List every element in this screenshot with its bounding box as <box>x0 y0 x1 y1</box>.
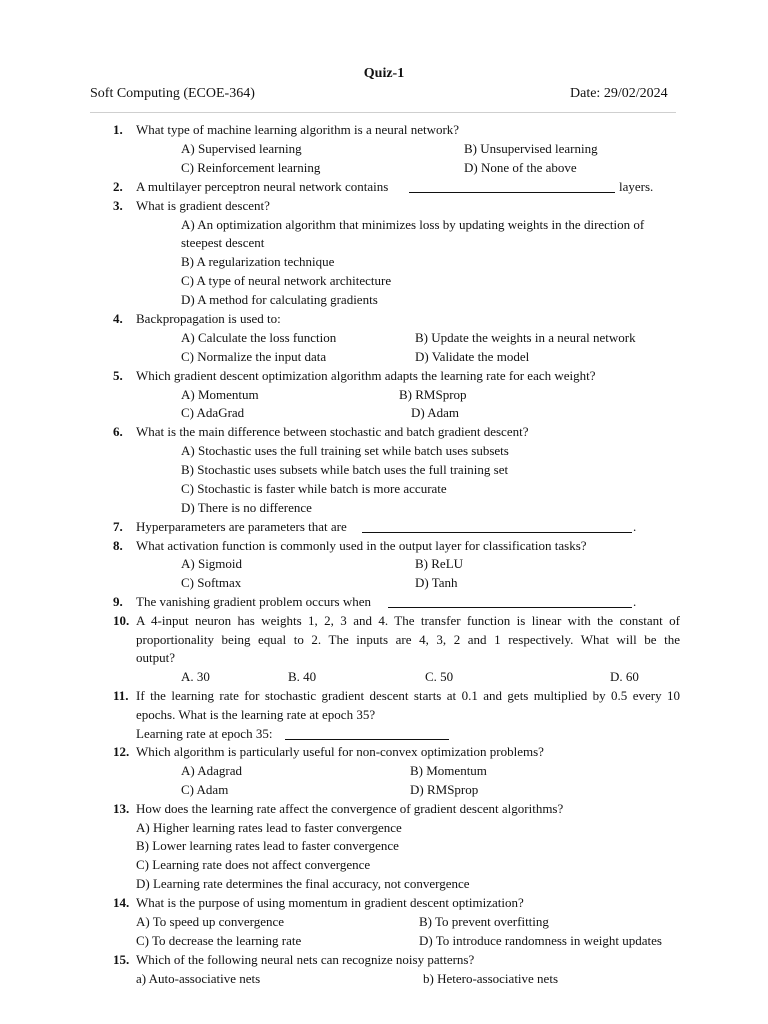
answer-blank[interactable] <box>362 520 632 533</box>
answer-label: Learning rate at epoch 35: <box>136 726 273 741</box>
question-number: 2. <box>113 179 123 194</box>
question-text: The vanishing gradient problem occurs when <box>136 594 372 609</box>
option-c: C) Learning rate does not affect convergence <box>136 857 371 872</box>
option-b: B. 40 <box>288 669 317 684</box>
question-text: epochs. What is the learning rate at epoch 35? <box>136 707 376 722</box>
option-a: A) Calculate the loss function <box>181 330 337 345</box>
option-b: B) Unsupervised learning <box>464 141 598 156</box>
question-number: 11. <box>113 688 129 703</box>
question-text: Which algorithm is particularly useful for non-convex optimization problems? <box>136 744 544 759</box>
question-number: 14. <box>113 895 130 910</box>
option-a: A) Adagrad <box>181 763 243 778</box>
option-b: B) Momentum <box>410 763 487 778</box>
question-text: What is the main difference between stochastic and batch gradient descent? <box>136 424 529 439</box>
question-text: What is the purpose of using momentum in gradient descent optimization? <box>136 895 524 910</box>
question-number: 13. <box>113 801 130 816</box>
option-d: D) Validate the model <box>415 349 530 364</box>
option-c: C) A type of neural network architecture <box>181 273 392 288</box>
question-number: 15. <box>113 952 130 967</box>
option-c: C) Stochastic is faster while batch is more accurate <box>181 481 447 496</box>
question-text: A 4-input neuron has weights 1, 2, 3 and 4. The transfer function is linear with the constant of <box>136 613 680 628</box>
option-a: A) An optimization algorithm that minimizes loss by updating weights in the direction of <box>181 217 645 232</box>
option-d: D) None of the above <box>464 160 577 175</box>
option-d: D) A method for calculating gradients <box>181 292 378 307</box>
option-b: B) To prevent overfitting <box>419 914 549 929</box>
question-number: 7. <box>113 519 123 534</box>
option-d: D. 60 <box>610 669 639 684</box>
question-text: What is gradient descent? <box>136 198 270 213</box>
answer-blank[interactable] <box>285 727 449 740</box>
question-number: 9. <box>113 594 123 609</box>
answer-blank[interactable] <box>388 595 632 608</box>
option-c: C) Normalize the input data <box>181 349 327 364</box>
option-c: C) Adam <box>181 782 229 797</box>
question-number: 8. <box>113 538 123 553</box>
question-text: How does the learning rate affect the convergence of gradient descent algorithms? <box>136 801 564 816</box>
question-text-suffix: layers. <box>619 179 654 194</box>
answer-blank[interactable] <box>409 180 615 193</box>
option-d: D) To introduce randomness in weight updates <box>419 933 662 948</box>
option-c: C) AdaGrad <box>181 405 245 420</box>
question-text: output? <box>136 650 175 665</box>
question-text: proportionality being equal to 2. The inputs are 4, 3, 2 and 1 respectively. What will be the <box>136 632 680 647</box>
option-c: C) Reinforcement learning <box>181 160 321 175</box>
question-text: If the learning rate for stochastic gradient descent starts at 0.1 and gets multiplied by 0.5 every 10 <box>136 688 680 703</box>
question-text: Hyperparameters are parameters that are <box>136 519 347 534</box>
option-b: B) Lower learning rates lead to faster convergence <box>136 838 399 853</box>
header-divider <box>90 112 676 113</box>
question-text-suffix: . <box>633 519 637 534</box>
question-number: 6. <box>113 424 123 439</box>
quiz-date: Date: 29/02/2024 <box>570 86 668 101</box>
option-d: D) Adam <box>411 405 460 420</box>
option-b: B) ReLU <box>415 556 464 571</box>
option-d: D) RMSprop <box>410 782 479 797</box>
option-a: a) Auto-associative nets <box>136 971 261 986</box>
question-number: 12. <box>113 744 130 759</box>
question-text: Which of the following neural nets can recognize noisy patterns? <box>136 952 475 967</box>
option-b: B) A regularization technique <box>181 254 335 269</box>
option-d: D) Tanh <box>415 575 458 590</box>
option-c: C) Softmax <box>181 575 242 590</box>
question-text: Which gradient descent optimization algorithm adapts the learning rate for each weight? <box>136 368 596 383</box>
option-a: A) Stochastic uses the full training set while batch uses subsets <box>181 443 509 458</box>
question-number: 1. <box>113 122 123 137</box>
option-a: A) To speed up convergence <box>136 914 285 929</box>
option-b: b) Hetero-associative nets <box>423 971 559 986</box>
question-text: Backpropagation is used to: <box>136 311 281 326</box>
option-a: A) Higher learning rates lead to faster convergence <box>136 820 402 835</box>
option-b: B) RMSprop <box>399 387 467 402</box>
question-text: A multilayer perceptron neural network contains <box>136 179 389 194</box>
option-a: A) Supervised learning <box>181 141 302 156</box>
option-b: B) Stochastic uses subsets while batch uses the full training set <box>181 462 509 477</box>
question-text: What type of machine learning algorithm is a neural network? <box>136 122 460 137</box>
option-a: A) Sigmoid <box>181 556 243 571</box>
question-number: 4. <box>113 311 123 326</box>
question-number: 5. <box>113 368 123 383</box>
question-text-suffix: . <box>633 594 637 609</box>
option-a-continued: steepest descent <box>181 235 265 250</box>
option-a: A) Momentum <box>181 387 259 402</box>
option-a: A. 30 <box>181 669 210 684</box>
option-d: D) Learning rate determines the final accuracy, not convergence <box>136 876 470 891</box>
question-text: What activation function is commonly used in the output layer for classification tasks? <box>136 538 587 553</box>
course-name: Soft Computing (ECOE-364) <box>90 86 255 101</box>
option-b: B) Update the weights in a neural network <box>415 330 636 345</box>
quiz-title: Quiz-1 <box>363 66 405 81</box>
option-c: C) To decrease the learning rate <box>136 933 302 948</box>
question-number: 10. <box>113 613 130 628</box>
option-d: D) There is no difference <box>181 500 312 515</box>
question-number: 3. <box>113 198 123 213</box>
option-c: C. 50 <box>425 669 454 684</box>
